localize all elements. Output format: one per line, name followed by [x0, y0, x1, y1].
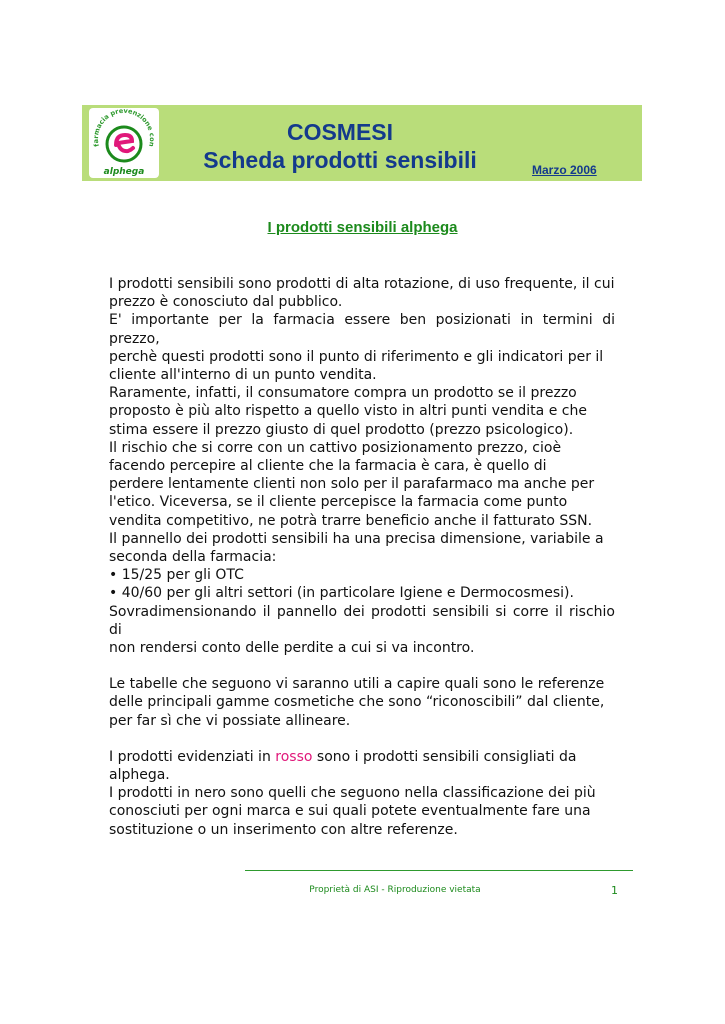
- body-line: seconda della farmacia:: [109, 549, 277, 566]
- body-line: perchè questi prodotti sono il punto di riferimento e gli indicatori per il: [109, 348, 604, 365]
- bullet-item: • 15/25 per gli OTC: [109, 567, 244, 584]
- paragraph-gap: [109, 657, 615, 675]
- body-line: non rendersi conto delle perdite a cui si va incontro.: [109, 640, 475, 657]
- body-line: Sovradimensionando il pannello dei prodotti sensibili si corre il rischio di: [109, 603, 615, 638]
- logo-bottom-text: alphega: [103, 167, 145, 177]
- body-line: Il pannello dei prodotti sensibili ha una precisa dimensione, variabile a: [109, 530, 604, 547]
- body-line: sostituzione o un inserimento con altre referenze.: [109, 821, 458, 838]
- body-line: stima essere il prezzo giusto di quel prodotto (prezzo psicologico).: [109, 421, 574, 438]
- document-title: [180, 118, 500, 174]
- title-line-2: Scheda prodotti sensibili: [203, 147, 477, 173]
- logo-graphic: [89, 108, 159, 178]
- body-line: Raramente, infatti, il consumatore compra un prodotto se il prezzo: [109, 385, 577, 402]
- body-line: I prodotti sensibili sono prodotti di alta rotazione, di uso frequente, il cui: [109, 276, 615, 292]
- logo-arc-text: farmacia prevenzione con: [91, 108, 157, 148]
- body-line: E' importante per la farmacia essere ben posizionati in termini di prezzo,: [109, 312, 615, 347]
- paragraph-gap: [109, 730, 615, 748]
- body-text: [109, 275, 615, 839]
- body-line: prezzo è conosciuto dal pubblico.: [109, 294, 343, 311]
- section-title: I prodotti sensibili alphega: [267, 219, 458, 236]
- body-line: Le tabelle che seguono vi saranno utili a capire quali sono le referenze: [109, 676, 605, 693]
- body-line: conosciuti per ogni marca e sui quali potete eventualmente fare una: [109, 803, 591, 820]
- body-line: per far sì che vi possiate allineare.: [109, 712, 351, 729]
- title-line-1: COSMESI: [286, 119, 394, 145]
- footer-rule: [245, 870, 633, 871]
- body-line: cliente all'interno di un punto vendita.: [109, 367, 377, 384]
- body-line: Il rischio che si corre con un cattivo posizionamento prezzo, cioè: [109, 439, 562, 456]
- body-line: I prodotti in nero sono quelli che seguono nella classificazione dei più: [109, 785, 596, 802]
- body-line: vendita competitivo, ne potrà trarre beneficio anche il fatturato SSN.: [109, 512, 593, 529]
- body-line: alphega.: [109, 767, 170, 784]
- bullet-item: • 40/60 per gli altri settori (in particolare Igiene e Dermocosmesi).: [109, 585, 574, 602]
- text-run: sono i prodotti sensibili consigliati da: [312, 748, 577, 765]
- body-line: proposto è più alto rispetto a quello visto in altri punti vendita e che: [109, 403, 587, 420]
- body-line: perdere lentamente clienti non solo per il parafarmaco ma anche per: [109, 476, 595, 493]
- highlight-word: rosso: [275, 748, 313, 765]
- footer-text: Proprietà di ASI - Riproduzione vietata: [309, 885, 481, 895]
- body-line: [109, 748, 615, 766]
- body-line: delle principali gamme cosmetiche che sono “riconoscibili” dal cliente,: [109, 694, 605, 711]
- alphega-logo: [89, 108, 159, 178]
- page-number: 1: [611, 884, 618, 897]
- body-line: facendo percepire al cliente che la farmacia è cara, è quello di: [109, 458, 547, 475]
- body-line: l'etico. Viceversa, se il cliente percepisce la farmacia come punto: [109, 494, 568, 511]
- document-date: Marzo 2006: [532, 163, 597, 177]
- text-run: I prodotti evidenziati in: [109, 748, 276, 765]
